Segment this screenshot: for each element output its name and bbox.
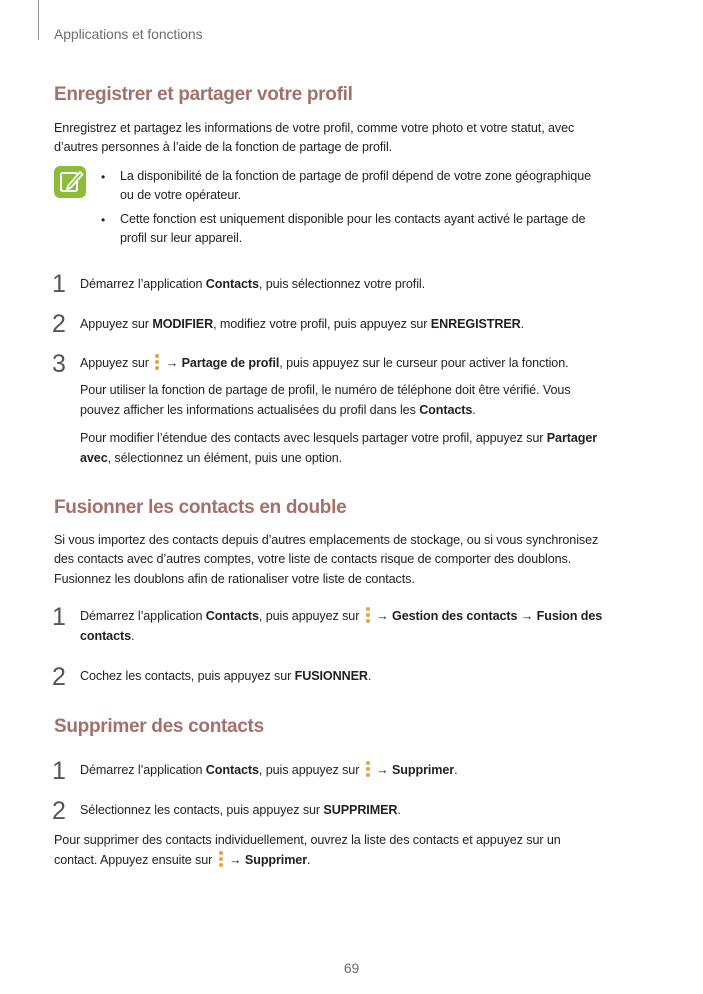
section-title-profile: Enregistrer et partager votre profil bbox=[54, 84, 353, 105]
note2-line1: Cette fonction est uniquement disponible pour les contacts ayant activé le partage de bbox=[120, 212, 586, 226]
s1-step1-text: Démarrez l’application Contacts, puis sélectionnez votre profil. bbox=[80, 277, 425, 291]
step-number: 2 bbox=[52, 663, 66, 691]
note1-line1: La disponibilité de la fonction de partage de profil dépend de votre zone géographique bbox=[120, 169, 592, 183]
section3-outro-line1: Pour supprimer des contacts individuellement, ouvrez la liste des contacts et appuyez sur un bbox=[54, 833, 561, 847]
section2-intro-line1: Si vous importez des contacts depuis d’autres emplacements de stockage, ou si vous synchronisez bbox=[54, 533, 599, 547]
s3-step2-text: Sélectionnez les contacts, puis appuyez sur SUPPRIMER. bbox=[80, 803, 401, 817]
more-options-icon bbox=[365, 606, 371, 624]
section-title-merge: Fusionner les contacts en double bbox=[54, 497, 347, 518]
s1-step3-para1-line1: Pour utiliser la fonction de partage de profil, le numéro de téléphone doit être vérifié. Vous bbox=[80, 383, 571, 397]
step-number: 1 bbox=[52, 757, 66, 785]
step-number: 2 bbox=[52, 797, 66, 825]
note-pencil-icon bbox=[54, 166, 86, 198]
note-bullet: • bbox=[101, 213, 106, 227]
section1-intro-line2: d’autres personnes à l’aide de la fonction de partage de profil. bbox=[54, 140, 393, 154]
step-number: 1 bbox=[52, 603, 66, 631]
s3-step1-text: Démarrez l’application Contacts, puis appuyez sur → Supprimer. bbox=[80, 760, 458, 780]
header-rule bbox=[38, 0, 39, 40]
s2-step1-line1: Démarrez l’application Contacts, puis appuyez sur → Gestion des contacts → Fusion des bbox=[80, 606, 602, 626]
s1-step2-text: Appuyez sur MODIFIER, modifiez votre profil, puis appuyez sur ENREGISTRER. bbox=[80, 317, 525, 331]
section3-outro-line2: contact. Appuyez ensuite sur → Supprimer. bbox=[54, 850, 310, 870]
s2-step1-line2: contacts. bbox=[80, 629, 135, 643]
step-number: 3 bbox=[52, 350, 66, 378]
note1-line2: ou de votre opérateur. bbox=[120, 188, 242, 202]
more-options-icon bbox=[365, 760, 371, 778]
s1-step3-text: Appuyez sur → Partage de profil, puis appuyez sur le curseur pour activer la fonction. bbox=[80, 353, 569, 373]
section2-intro-line3: Fusionnez les doublons afin de rationaliser votre liste de contacts. bbox=[54, 572, 415, 586]
s1-step3-para2-line1: Pour modifier l’étendue des contacts avec lesquels partager votre profil, appuyez sur Partager bbox=[80, 431, 598, 445]
section1-intro-line1: Enregistrez et partagez les informations de votre profil, comme votre photo et votre statut, avec bbox=[54, 121, 575, 135]
more-options-icon bbox=[218, 850, 224, 868]
s1-step3-para1-line2: pouvez afficher les informations actualisées du profil dans les Contacts. bbox=[80, 403, 476, 417]
section-title-delete: Supprimer des contacts bbox=[54, 716, 264, 737]
s2-step2-text: Cochez les contacts, puis appuyez sur FUSIONNER. bbox=[80, 669, 372, 683]
note-bullet: • bbox=[101, 170, 106, 184]
section2-intro-line2: des contacts avec d’autres comptes, votre liste de contacts risque de comporter des doublons. bbox=[54, 552, 572, 566]
note2-line2: profil sur leur appareil. bbox=[120, 231, 243, 245]
step-number: 1 bbox=[52, 270, 66, 298]
running-header: Applications et fonctions bbox=[54, 26, 203, 42]
more-options-icon bbox=[154, 353, 160, 371]
step-number: 2 bbox=[52, 310, 66, 338]
page-number: 69 bbox=[343, 960, 360, 976]
s1-step3-para2-line2: avec, sélectionnez un élément, puis une option. bbox=[80, 451, 343, 465]
